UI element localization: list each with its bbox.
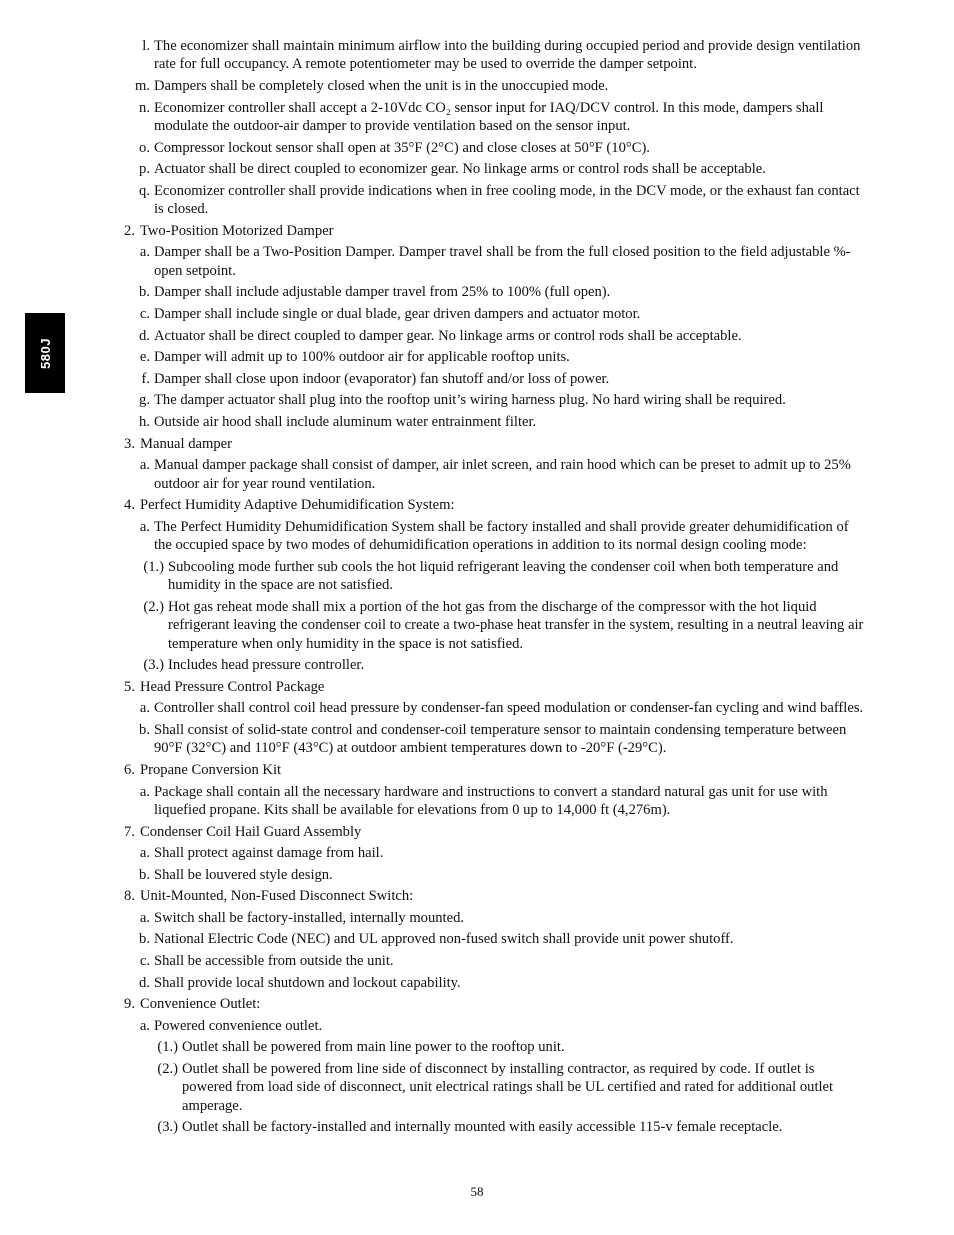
list-item-text: Economizer controller shall provide indications when in free cooling mode, in the DCV mode, or the exhaust fan contact is closed.	[154, 182, 860, 218]
list-item	[0, 243, 954, 280]
list-item-text: Subcooling mode further sub cools the hot liquid refrigerant leaving the condenser coil when both temperature and humidity in the space are not satisfied.	[168, 558, 839, 594]
list-item-marker: (3.)	[143, 657, 164, 674]
list-item-text: Shall provide local shutdown and lockout capability.	[154, 974, 461, 991]
list-item	[0, 1060, 954, 1115]
list-item-text: Shall be louvered style design.	[154, 866, 333, 883]
list-item-text: The economizer shall maintain minimum airflow into the building during occupied period and provide design ventilation rate for full occupancy. A remote potentiometer may be used to override the damper setpoint.	[154, 38, 861, 73]
list-item-marker: a.	[139, 457, 150, 474]
list-item-marker: 7.	[124, 823, 135, 840]
list-item-marker: e.	[139, 349, 150, 366]
list-item	[0, 99, 954, 136]
list-item	[0, 77, 954, 95]
list-item-marker: a.	[139, 1017, 150, 1034]
list-item-marker: (2.)	[157, 1061, 178, 1078]
list-item-text: Condenser Coil Hail Guard Assembly	[140, 823, 362, 840]
list-item	[0, 305, 954, 323]
list-item	[0, 222, 954, 240]
list-item-text: Unit-Mounted, Non-Fused Disconnect Switch:	[140, 888, 414, 905]
list-item	[0, 699, 954, 717]
list-item-marker: (3.)	[157, 1119, 178, 1136]
list-item-marker: h.	[139, 413, 150, 430]
list-item-text: Outlet shall be powered from main line power to the rooftop unit.	[182, 1039, 565, 1056]
list-item	[0, 844, 954, 862]
list-item-text: Manual damper package shall consist of damper, air inlet screen, and rain hood which can be preset to admit up to 25% outdoor air for year round ventilation.	[154, 457, 851, 492]
list-item	[0, 656, 954, 674]
list-item	[0, 37, 954, 74]
list-item-text: Shall consist of solid-state control and condenser-coil temperature sensor to maintain condensing temperature between 90°F (32°C) and 110°F (43°C) at outdoor ambient temperatures down to -20°F (-29°C).	[154, 721, 847, 757]
list-item-marker: b.	[139, 284, 150, 301]
list-item	[0, 413, 954, 431]
list-item-marker: b.	[139, 721, 150, 738]
list-item-marker: 4.	[124, 497, 135, 514]
list-item-marker: a.	[139, 244, 150, 261]
list-item-text: Perfect Humidity Adaptive Dehumidification System:	[140, 497, 455, 514]
list-item-text: Economizer controller shall accept a 2-10Vdc CO₂ sensor input for IAQ/DCV control. In this mode, dampers shall modulate the outdoor-air damper to provide ventilation based on the sensor input.	[154, 99, 824, 134]
list-item-marker: 5.	[124, 678, 135, 695]
list-item-text: Manual damper	[140, 435, 232, 452]
list-item	[0, 678, 954, 696]
list-item-text: Outside air hood shall include aluminum water entrainment filter.	[154, 413, 537, 430]
list-item	[0, 435, 954, 453]
list-item-text: Hot gas reheat mode shall mix a portion of the hot gas from the discharge of the compressor with the hot liquid refrigerant leaving the condenser coil to create a two-phase heat transfer in the system, resulting in a neutral leaving air temperature when only humidity in the space is not satisfied.	[168, 598, 864, 652]
list-item-text: Head Pressure Control Package	[140, 678, 325, 695]
list-item	[0, 370, 954, 388]
list-item-marker: a.	[139, 783, 150, 800]
list-item-marker: n.	[139, 99, 150, 116]
list-item-marker: a.	[139, 845, 150, 862]
list-item	[0, 866, 954, 884]
list-item-text: Package shall contain all the necessary hardware and instructions to convert a standard natural gas unit for use with liquefied propane. Kits shall be available for elevations from 0 up to 14,000 ft (4,276m).	[154, 783, 828, 818]
list-item-text: Shall protect against damage from hail.	[154, 845, 384, 862]
list-item	[0, 182, 954, 219]
list-item-text: Damper shall include adjustable damper travel from 25% to 100% (full open).	[154, 284, 611, 301]
list-item-text: Outlet shall be factory-installed and internally mounted with easily accessible 115-v female receptacle.	[182, 1119, 783, 1136]
page-number: 58	[470, 1184, 484, 1199]
list-item	[0, 930, 954, 948]
list-item-marker: d.	[139, 327, 150, 344]
list-item-text: Switch shall be factory-installed, internally mounted.	[154, 909, 465, 926]
list-item-text: Dampers shall be completely closed when the unit is in the unoccupied mode.	[154, 78, 609, 94]
list-item	[0, 456, 954, 493]
list-item-text: The damper actuator shall plug into the rooftop unit’s wiring harness plug. No hard wiring shall be required.	[154, 392, 786, 409]
list-item-marker: (2.)	[143, 598, 164, 615]
list-item	[0, 283, 954, 301]
list-item-marker: c.	[139, 305, 150, 322]
list-item-marker: q.	[139, 182, 150, 199]
list-item-text: National Electric Code (NEC) and UL approved non-fused switch shall provide unit power shutoff.	[154, 931, 734, 948]
list-item-marker: 6.	[124, 761, 135, 778]
list-item-marker: 3.	[124, 435, 135, 452]
list-item-text: Powered convenience outlet.	[154, 1017, 323, 1034]
list-item-marker: g.	[139, 392, 150, 409]
list-item	[0, 909, 954, 927]
list-item	[0, 598, 954, 653]
list-item	[0, 721, 954, 758]
list-item-marker: a.	[139, 518, 150, 535]
list-item	[0, 139, 954, 157]
list-item-marker: 8.	[124, 888, 135, 905]
list-item	[0, 974, 954, 992]
list-item-text: Damper will admit up to 100% outdoor air for applicable rooftop units.	[154, 349, 570, 366]
list-item-marker: (1.)	[143, 558, 164, 575]
list-item	[0, 761, 954, 779]
list-item-text: Controller shall control coil head pressure by condenser-fan speed modulation or condenser-fan cycling and wind baffles.	[154, 700, 864, 717]
list-item-text: Compressor lockout sensor shall open at 35°F (2°C) and close closes at 50°F (10°C).	[154, 139, 650, 156]
list-item	[0, 518, 954, 555]
list-item-marker: m.	[135, 78, 150, 94]
list-item	[0, 1118, 954, 1136]
spec-list	[0, 37, 954, 1137]
list-item-marker: o.	[139, 139, 150, 156]
list-item-marker: (1.)	[157, 1039, 178, 1056]
list-item-text: Two-Position Motorized Damper	[140, 222, 334, 239]
list-item-marker: f.	[141, 370, 150, 387]
list-item-marker: 2.	[124, 222, 135, 239]
list-item	[0, 558, 954, 595]
list-item	[0, 887, 954, 905]
list-item	[0, 783, 954, 820]
list-item-text: The Perfect Humidity Dehumidification System shall be factory installed and shall provide greater dehumidification of the occupied space by two modes of dehumidification operations in addition to its normal design cooling mode:	[154, 518, 849, 554]
list-item-text: Damper shall be a Two-Position Damper. Damper travel shall be from the full closed position to the field adjustable %-open setpoint.	[154, 244, 851, 279]
list-item	[0, 496, 954, 514]
list-item-marker: a.	[139, 700, 150, 717]
list-item	[0, 348, 954, 366]
list-item	[0, 327, 954, 345]
list-item-marker: b.	[139, 931, 150, 948]
list-item-text: Convenience Outlet:	[140, 996, 261, 1013]
list-item	[0, 1038, 954, 1056]
list-item-text: Damper shall include single or dual blade, gear driven dampers and actuator motor.	[154, 305, 641, 322]
list-item-text: Actuator shall be direct coupled to damper gear. No linkage arms or control rods shall be acceptable.	[154, 327, 742, 344]
list-item-marker: a.	[139, 909, 150, 926]
list-item-marker: l.	[142, 38, 150, 54]
list-item-marker: b.	[139, 866, 150, 883]
list-item	[0, 952, 954, 970]
list-item-text: Includes head pressure controller.	[168, 657, 365, 674]
side-tab-label: 580J	[37, 337, 53, 369]
list-item-text: Propane Conversion Kit	[140, 761, 282, 778]
list-item	[0, 391, 954, 409]
list-item-text: Actuator shall be direct coupled to economizer gear. No linkage arms or control rods shall be acceptable.	[154, 161, 766, 178]
list-item-marker: c.	[139, 953, 150, 970]
list-item-marker: p.	[139, 161, 150, 178]
list-item-text: Damper shall close upon indoor (evaporator) fan shutoff and/or loss of power.	[154, 370, 610, 387]
list-item	[0, 1017, 954, 1035]
list-item	[0, 160, 954, 178]
list-item-text: Outlet shall be powered from line side of disconnect by installing contractor, as required by code. If outlet is powered from load side of disconnect, unit electrical ratings shall be UL certified and rated for additional outlet amperage.	[182, 1061, 834, 1114]
list-item-marker: 9.	[124, 996, 135, 1013]
list-item	[0, 995, 954, 1013]
list-item	[0, 823, 954, 841]
list-item-marker: d.	[139, 974, 150, 991]
list-item-text: Shall be accessible from outside the unit.	[154, 953, 394, 970]
